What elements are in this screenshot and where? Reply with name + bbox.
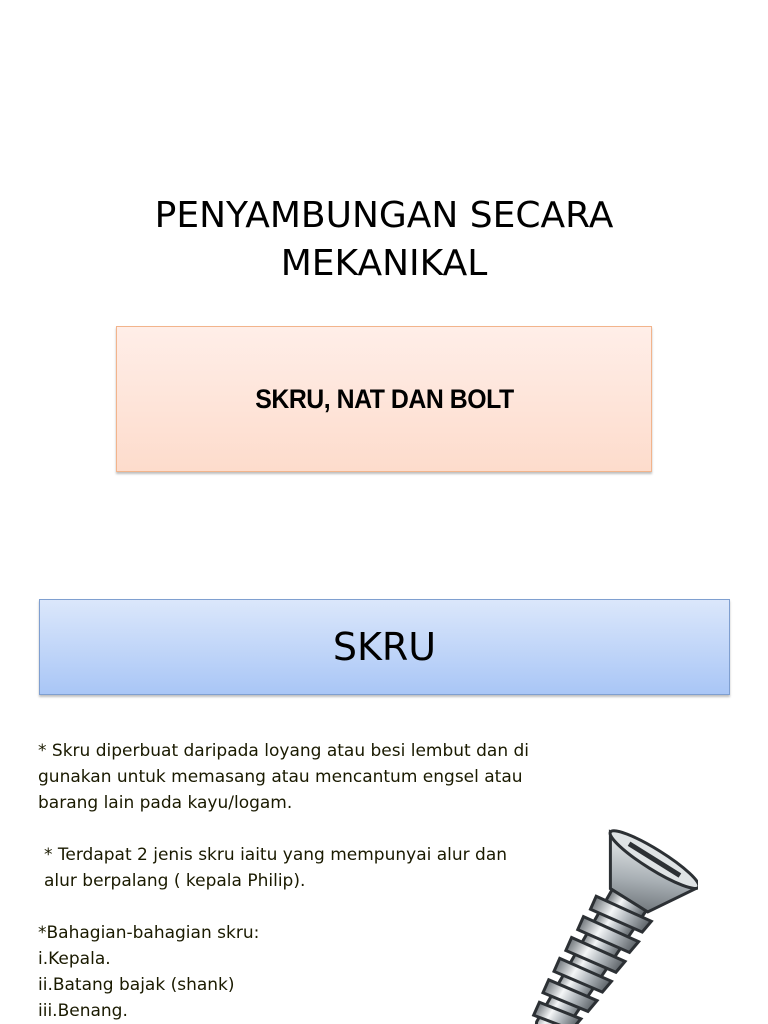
screw-icon bbox=[518, 812, 698, 1024]
section-header-skru bbox=[39, 599, 730, 695]
para-2-line-1: * Terdapat 2 jenis skru iaitu yang mempunyai alur dan bbox=[44, 845, 508, 865]
slide-title bbox=[0, 192, 768, 288]
para-1-line-3: barang lain pada kayu/logam. bbox=[38, 793, 293, 813]
subtitle-box bbox=[116, 326, 652, 472]
subtitle-text: SKRU, NAT DAN BOLT bbox=[254, 383, 514, 414]
para-2-line-2: alur berpalang ( kepala Philip). bbox=[44, 871, 306, 891]
section-header-text: SKRU bbox=[332, 625, 437, 669]
para-1-line-1: * Skru diperbuat daripada loyang atau besi lembut dan di bbox=[38, 741, 530, 761]
para-1-line-2: gunakan untuk memasang atau mencantum engsel atau bbox=[38, 767, 523, 787]
part-item-2: ii.Batang bajak (shank) bbox=[38, 975, 235, 995]
slide-title-line-1: PENYAMBUNGAN SECARA bbox=[154, 195, 614, 236]
part-item-1: i.Kepala. bbox=[38, 949, 111, 969]
body-text bbox=[38, 738, 558, 1024]
slide-title-line-2: MEKANIKAL bbox=[280, 243, 488, 284]
parts-heading: *Bahagian-bahagian skru: bbox=[38, 923, 260, 943]
part-item-3: iii.Benang. bbox=[38, 1001, 128, 1021]
